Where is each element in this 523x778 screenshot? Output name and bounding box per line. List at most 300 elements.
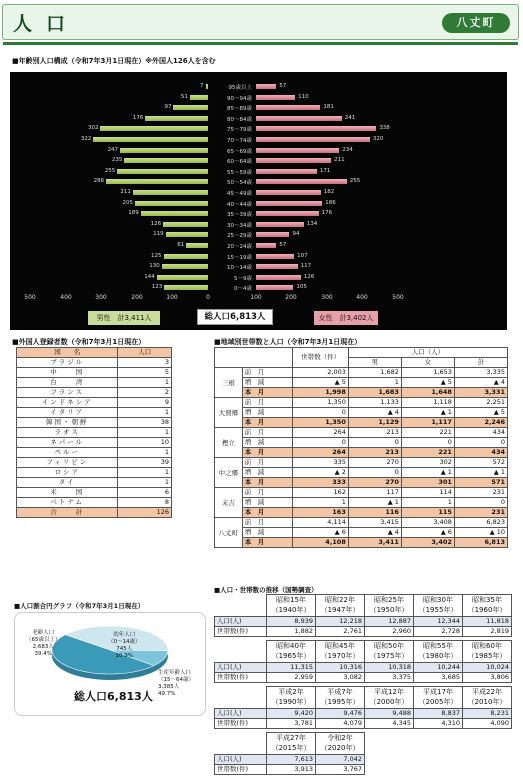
cell-value: ▲ 6: [401, 528, 454, 538]
household-row: [215, 378, 508, 388]
bar-female-13: [256, 222, 304, 227]
cell-value: 0: [293, 438, 349, 448]
population-value: 8,837: [414, 709, 463, 719]
country-name: ネパール: [17, 438, 118, 448]
cell-value: 1,682: [348, 368, 401, 378]
bar-male-6: [120, 148, 208, 153]
country-count: 39: [118, 458, 172, 468]
foreign-row: [17, 438, 172, 448]
country-count: 38: [118, 418, 172, 428]
bar-female-1: [256, 95, 295, 100]
row-label: 本 月: [242, 538, 293, 548]
row-label: 世帯数(件): [215, 765, 267, 775]
foreign-row: [17, 458, 172, 468]
country-count: 8: [118, 498, 172, 508]
bar-male-17: [162, 264, 208, 269]
household-value: 4,079: [316, 719, 365, 729]
axis-tick-10: 500: [392, 294, 404, 301]
label-female-19: 105: [296, 284, 307, 291]
bar-male-14: [166, 232, 208, 237]
bar-male-0: [206, 84, 208, 89]
cell-value: 1,129: [348, 418, 401, 428]
country-name: 台 湾: [17, 378, 118, 388]
country-name: タイ: [17, 478, 118, 488]
bar-male-12: [141, 211, 208, 216]
page-title: 人口: [13, 13, 80, 35]
pie-total-label: 総人口6,813人: [74, 690, 153, 703]
label-male-1: 51: [180, 93, 188, 100]
row-label: 前 月: [242, 398, 293, 408]
household-value: 3,806: [463, 673, 512, 683]
country-name: フランス: [17, 388, 118, 398]
label-female-16: 107: [297, 252, 308, 259]
cell-value: 1,117: [401, 418, 454, 428]
cell-value: ▲ 4: [348, 408, 401, 418]
row-label: 世帯数(件): [215, 719, 267, 729]
foreign-row: [17, 358, 172, 368]
household-value: 2,960: [365, 627, 414, 637]
row-label: 本 月: [242, 478, 293, 488]
cell-value: 1: [293, 498, 349, 508]
label-female-2: 181: [323, 104, 334, 111]
population-value: 7,613: [267, 755, 316, 765]
household-value: 3,082: [316, 673, 365, 683]
cell-value: 0: [348, 438, 401, 448]
col-country: 国 名: [17, 348, 118, 358]
bar-female-0: [256, 84, 276, 89]
area-name: 中之郷: [215, 458, 243, 488]
year-header: 昭和15年（1940年）: [267, 595, 316, 617]
household-value: 3,781: [267, 719, 316, 729]
age-label-17: 10〜14歳: [227, 265, 252, 272]
label-male-5: 322: [80, 136, 92, 142]
pyramid-heading: ■年齢別人口構成（令和7年3月1日現在）※外国人126人を含む: [12, 57, 216, 65]
bar-female-5: [256, 137, 370, 142]
age-label-1: 90〜94歳: [227, 95, 252, 102]
trend-table-3: [214, 732, 365, 775]
row-label: 増 減: [242, 408, 293, 418]
area-name: 樫立: [215, 428, 243, 458]
household-row: [215, 528, 508, 538]
cell-value: 270: [348, 458, 401, 468]
town-badge: 八丈町: [442, 13, 510, 33]
cell-value: 1,350: [293, 418, 349, 428]
household-value: 2,761: [316, 627, 365, 637]
household-row: [215, 368, 508, 378]
cell-value: 3,331: [454, 388, 507, 398]
household-row: [215, 418, 508, 428]
bar-female-12: [256, 211, 319, 216]
trend-table-2: [214, 686, 512, 729]
age-label-14: 25〜29歳: [227, 233, 252, 240]
year-header: 昭和50年（1975年）: [365, 641, 414, 663]
cell-value: 572: [454, 458, 507, 468]
bar-male-19: [164, 285, 208, 290]
cell-value: ▲ 6: [293, 528, 349, 538]
label-male-13: 126: [150, 220, 162, 227]
cell-value: ▲ 10: [454, 528, 507, 538]
label-female-11: 186: [325, 199, 336, 206]
age-label-12: 35〜39歳: [227, 212, 252, 219]
bar-female-7: [256, 158, 331, 163]
row-label: 人口(人): [215, 663, 267, 673]
label-female-15: 57: [279, 242, 287, 248]
axis-tick-9: 400: [356, 294, 368, 301]
bar-male-11: [135, 201, 208, 206]
age-label-10: 45〜49歳: [227, 191, 252, 197]
year-header: 昭和55年（1980年）: [414, 641, 463, 663]
bar-female-8: [256, 169, 317, 174]
year-header: 平成27年（2015年）: [267, 733, 316, 755]
label-female-7: 211: [334, 157, 345, 164]
age-label-8: 55〜59歳: [227, 169, 252, 176]
year-header: 平成22年（2010年）: [463, 687, 512, 709]
country-count: 1: [118, 428, 172, 438]
cell-value: 301: [401, 478, 454, 488]
axis-tick-8: 300: [321, 294, 333, 301]
axis-tick-3: 200: [131, 294, 143, 301]
cell-value: 1,998: [293, 388, 349, 398]
cell-value: 115: [401, 508, 454, 518]
label-male-8: 255: [104, 167, 116, 174]
cell-value: 0: [454, 438, 507, 448]
household-row: [215, 498, 508, 508]
label-male-18: 144: [144, 273, 155, 280]
col-male: 男: [348, 358, 401, 368]
household-row: [215, 468, 508, 478]
trend-table-0: [214, 594, 512, 637]
pie-label-child: 幼年人口 （0〜14歳） 745人 10.9%: [108, 632, 141, 659]
label-male-3: 176: [132, 114, 144, 121]
age-label-3: 80〜84歳: [227, 116, 252, 123]
bar-male-3: [145, 116, 208, 121]
total-label: 合 計: [17, 508, 118, 518]
row-label: 人口(人): [215, 617, 267, 627]
axis-tick-4: 100: [166, 294, 178, 301]
cell-value: ▲ 5: [293, 378, 349, 388]
bar-male-10: [133, 190, 208, 195]
household-value: 2,959: [267, 673, 316, 683]
household-value: 4,090: [463, 719, 512, 729]
foreign-row: [17, 468, 172, 478]
foreign-row: [17, 398, 172, 408]
foreign-heading: ■外国人登録者数（令和7年3月1日現在）: [12, 338, 146, 346]
bar-female-18: [256, 275, 301, 280]
bar-female-19: [256, 285, 293, 290]
cell-value: 0: [293, 408, 349, 418]
row-label: 本 月: [242, 448, 293, 458]
foreign-row: [17, 498, 172, 508]
age-label-9: 50〜54歳: [227, 180, 252, 187]
label-female-8: 171: [319, 167, 331, 174]
population-value: 9,420: [267, 709, 316, 719]
cell-value: 221: [401, 448, 454, 458]
cell-value: 335: [293, 458, 349, 468]
bar-female-11: [256, 201, 322, 206]
cell-value: 116: [348, 508, 401, 518]
cell-value: 3,415: [348, 518, 401, 528]
cell-value: ▲ 1: [348, 498, 401, 508]
foreign-row: [17, 388, 172, 398]
area-name: 大賀郷: [215, 398, 243, 428]
age-label-0: 95歳以上: [228, 85, 252, 91]
age-label-18: 5〜9歳: [234, 275, 252, 282]
country-name: インドネシア: [17, 398, 118, 408]
year-header: 平成17年（2005年）: [414, 687, 463, 709]
population-value: 10,318: [365, 663, 414, 673]
population-value: 8,939: [267, 617, 316, 627]
cell-value: 0: [348, 468, 401, 478]
axis-tick-2: 300: [95, 294, 107, 301]
row-label: 世帯数(件): [215, 627, 267, 637]
cell-value: 231: [454, 508, 507, 518]
cell-value: 114: [401, 488, 454, 498]
axis-tick-0: 500: [24, 294, 36, 301]
label-male-9: 286: [93, 178, 105, 185]
bar-female-15: [256, 243, 276, 248]
foreign-row: [17, 428, 172, 438]
row-label: 人口(人): [215, 755, 267, 765]
row-label: 増 減: [242, 498, 293, 508]
area-name: 末吉: [215, 488, 243, 518]
row-label: 人口(人): [215, 709, 267, 719]
label-male-16: 125: [151, 252, 162, 259]
bar-male-15: [186, 243, 208, 248]
label-female-17: 117: [300, 263, 312, 270]
foreign-residents-table: [16, 347, 172, 518]
year-header: 昭和30年（1955年）: [414, 595, 463, 617]
household-value: 4,345: [365, 719, 414, 729]
cell-value: ▲ 1: [454, 468, 507, 478]
cell-value: 434: [454, 428, 507, 438]
age-label-4: 75〜79歳: [227, 127, 252, 134]
population-value: 10,316: [316, 663, 365, 673]
row-label: 増 減: [242, 378, 293, 388]
col-households: 世帯数（件）: [293, 348, 349, 368]
country-name: 米 国: [17, 488, 118, 498]
cell-value: 434: [454, 448, 507, 458]
bar-female-16: [256, 254, 294, 259]
cell-value: 264: [293, 428, 349, 438]
bar-male-8: [117, 169, 208, 174]
household-value: 3,767: [316, 765, 365, 775]
cell-value: 571: [454, 478, 507, 488]
label-female-5: 320: [372, 136, 384, 142]
cell-value: 117: [348, 488, 401, 498]
population-value: 11,818: [463, 617, 512, 627]
axis-tick-5: 0: [206, 294, 210, 301]
age-label-2: 85〜89歳: [227, 106, 252, 113]
year-header: 平成7年（1995年）: [316, 687, 365, 709]
label-male-6: 247: [107, 146, 119, 153]
label-female-4: 338: [379, 125, 390, 132]
row-label: 前 月: [242, 488, 293, 498]
row-label: 前 月: [242, 368, 293, 378]
year-header: 昭和60年（1985年）: [463, 641, 512, 663]
pie-label-working: 生産年齢人口 （15〜64歳） 3,385人 49.7%: [158, 670, 194, 697]
row-label: 前 月: [242, 458, 293, 468]
label-male-14: 119: [153, 231, 164, 238]
country-count: 1: [118, 468, 172, 478]
country-name: ベトナム: [17, 498, 118, 508]
cell-value: 213: [348, 448, 401, 458]
household-row: [215, 538, 508, 548]
row-label: 前 月: [242, 428, 293, 438]
household-row: [215, 478, 508, 488]
cell-value: 1: [401, 498, 454, 508]
population-value: 9,476: [316, 709, 365, 719]
country-name: 中 国: [17, 368, 118, 378]
cell-value: ▲ 4: [454, 378, 507, 388]
household-row: [215, 408, 508, 418]
cell-value: 3,402: [401, 538, 454, 548]
bar-female-9: [256, 179, 347, 184]
row-label: 増 減: [242, 438, 293, 448]
row-label: 本 月: [242, 418, 293, 428]
cell-value: 1,350: [293, 398, 349, 408]
year-header: 昭和35年（1960年）: [463, 595, 512, 617]
cell-value: 1,118: [401, 398, 454, 408]
male-total-label: 男性 計3,411人: [88, 311, 160, 325]
country-name: ブラジル: [17, 358, 118, 368]
bar-female-10: [256, 190, 321, 195]
population-value: 8,231: [463, 709, 512, 719]
foreign-row: [17, 408, 172, 418]
household-row: [215, 508, 508, 518]
age-label-5: 70〜74歳: [227, 138, 252, 144]
cell-value: ▲ 4: [348, 528, 401, 538]
pyramid-total-label: 総人口6,813人: [197, 309, 273, 325]
label-male-17: 130: [149, 263, 160, 270]
cell-value: 2,251: [454, 398, 507, 408]
country-count: 1: [118, 408, 172, 418]
cell-value: ▲ 1: [401, 408, 454, 418]
bar-female-6: [256, 148, 339, 153]
age-label-16: 15〜19歳: [227, 254, 252, 261]
foreign-row: [17, 448, 172, 458]
cell-value: 6,823: [454, 518, 507, 528]
year-header: 昭和40年（1965年）: [267, 641, 316, 663]
household-row: [215, 428, 508, 438]
bar-male-2: [173, 105, 208, 110]
label-male-0: 7: [200, 83, 204, 89]
year-header: 平成12年（2000年）: [365, 687, 414, 709]
cell-value: ▲ 1: [401, 468, 454, 478]
country-count: 2: [118, 388, 172, 398]
country-count: 1: [118, 378, 172, 388]
population-value: 12,218: [316, 617, 365, 627]
col-population: 人口: [118, 348, 172, 358]
cell-value: 270: [348, 478, 401, 488]
household-value: 2,728: [414, 627, 463, 637]
bar-female-3: [256, 116, 342, 121]
header-underline: [3, 42, 518, 45]
cell-value: 1,653: [401, 368, 454, 378]
female-total-label: 女性 計3,402人: [314, 311, 378, 325]
label-male-12: 189: [128, 210, 139, 217]
label-male-11: 205: [122, 199, 134, 206]
label-male-7: 235: [111, 157, 123, 164]
col-total: 計: [454, 358, 507, 368]
foreign-total-row: [17, 508, 172, 518]
trend-table-1: [214, 640, 512, 683]
label-female-14: 94: [292, 231, 300, 238]
total-value: 126: [118, 508, 172, 518]
cell-value: 3,335: [454, 368, 507, 378]
trend-heading: ■人口・世帯数の推移（国勢調査）: [214, 586, 318, 594]
foreign-row: [17, 418, 172, 428]
bar-female-17: [256, 264, 298, 269]
household-row: [215, 388, 508, 398]
cell-value: 4,114: [293, 518, 349, 528]
bar-male-18: [157, 275, 208, 280]
cell-value: 1,648: [401, 388, 454, 398]
cell-value: ▲ 2: [293, 468, 349, 478]
cell-value: 1,133: [348, 398, 401, 408]
country-name: ペルー: [17, 448, 118, 458]
cell-value: 333: [293, 478, 349, 488]
axis-tick-7: 200: [285, 294, 297, 301]
age-label-15: 20〜24歳: [227, 244, 252, 250]
household-value: 3,913: [267, 765, 316, 775]
population-value: 10,244: [414, 663, 463, 673]
bar-female-4: [256, 126, 376, 131]
bar-male-7: [124, 158, 208, 163]
label-male-19: 123: [151, 284, 163, 291]
foreign-row: [17, 488, 172, 498]
age-label-6: 65〜69歳: [227, 148, 252, 155]
row-label: 前 月: [242, 518, 293, 528]
age-label-11: 40〜44歳: [227, 201, 252, 208]
household-row: [215, 488, 508, 498]
label-female-9: 255: [349, 178, 361, 185]
bar-male-9: [106, 179, 208, 184]
label-female-6: 234: [342, 146, 353, 153]
pie-heading: ■人口割合円グラフ（令和7年3月1日現在）: [14, 602, 145, 610]
cell-value: 162: [293, 488, 349, 498]
cell-value: 3,411: [348, 538, 401, 548]
age-label-19: 0〜4歳: [234, 286, 252, 293]
cell-value: 3,408: [401, 518, 454, 528]
cell-value: 213: [348, 428, 401, 438]
row-label: 増 減: [242, 528, 293, 538]
cell-value: 1,683: [348, 388, 401, 398]
country-name: ロシア: [17, 468, 118, 478]
cell-value: ▲ 5: [401, 378, 454, 388]
label-female-1: 110: [298, 93, 309, 100]
cell-value: 6,813: [454, 538, 507, 548]
year-header: 昭和22年（1947年）: [316, 595, 365, 617]
household-row: [215, 398, 508, 408]
label-male-2: 97: [164, 104, 172, 111]
cell-value: 0: [401, 438, 454, 448]
row-label: 世帯数(件): [215, 673, 267, 683]
label-female-10: 182: [323, 189, 335, 195]
population-value: 7,042: [316, 755, 365, 765]
household-value: 3,375: [365, 673, 414, 683]
cell-value: 2,003: [293, 368, 349, 378]
population-value: 12,887: [365, 617, 414, 627]
country-name: フィリピン: [17, 458, 118, 468]
household-row: [215, 458, 508, 468]
age-label-13: 30〜34歳: [227, 222, 252, 229]
age-label-7: 60〜64歳: [227, 159, 252, 166]
cell-value: 264: [293, 448, 349, 458]
population-value: 10,024: [463, 663, 512, 673]
label-female-3: 241: [344, 114, 356, 121]
cell-value: 302: [401, 458, 454, 468]
country-name: ラオス: [17, 428, 118, 438]
